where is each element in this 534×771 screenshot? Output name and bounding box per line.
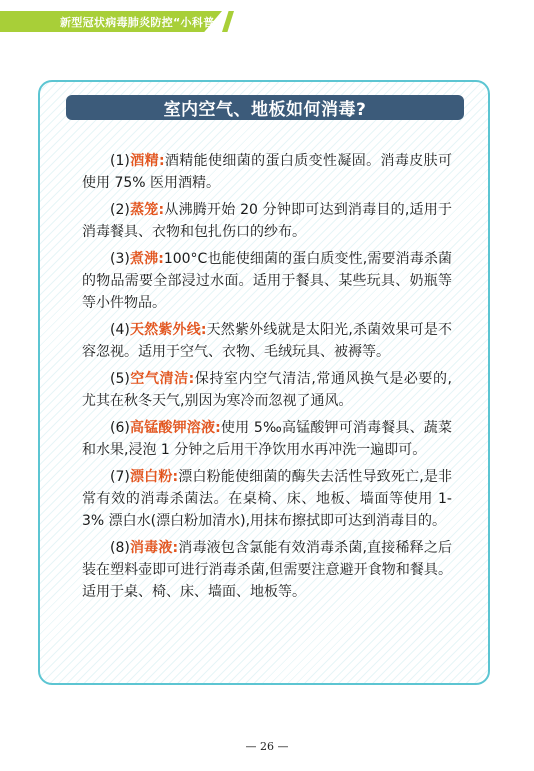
item-text: 从沸腾开始 20 分钟即可达到消毒目的,适用于消毒餐具、衣物和包扎伤口的纱布。 [82, 202, 452, 240]
item-term: 蒸笼: [129, 202, 165, 218]
item-number: (4) [110, 322, 130, 338]
item-number: (5) [110, 371, 130, 387]
header-text: 新型冠状病毒肺炎防控“小科普” [60, 16, 222, 29]
item-term: 消毒液: [129, 540, 179, 556]
item-text: 酒精能使细菌的蛋白质变性凝固。消毒皮肤可使用 75% 医用酒精。 [82, 153, 452, 191]
item-text: 100°C也能使细菌的蛋白质变性,需要消毒杀菌的物品需要全部浸过水面。适用于餐具、某些玩具、奶瓶等等小件物品。 [82, 251, 452, 311]
item-number: (6) [110, 420, 130, 436]
list-item [82, 199, 452, 243]
item-term: 高锰酸钾溶液: [129, 420, 221, 436]
item-text: 天然紫外线就是太阳光,杀菌效果可是不容忽视。适用于空气、衣物、毛绒玩具、被褥等。 [82, 322, 452, 360]
item-number: (7) [110, 469, 130, 485]
item-term: 酒精: [129, 153, 165, 169]
list-item [82, 319, 452, 363]
content-body [82, 150, 452, 608]
page-number: — 26 — [245, 740, 289, 753]
item-number: (1) [110, 153, 130, 169]
list-item [82, 537, 452, 603]
list-item [82, 417, 452, 461]
list-item [82, 466, 452, 532]
list-item [82, 150, 452, 194]
item-number: (2) [110, 202, 130, 218]
page-title: 室内空气、地板如何消毒? [163, 100, 367, 120]
item-term: 空气清洁: [129, 371, 195, 387]
item-term: 煮沸: [129, 251, 164, 267]
item-term: 天然紫外线: [129, 322, 207, 338]
item-number: (3) [110, 251, 130, 267]
item-text: 消毒液包含氯能有效消毒杀菌,直接稀释之后装在塑料壶即可进行消毒杀菌,但需要注意避开食物和餐具。适用于桌、椅、床、墙面、地板等。 [82, 540, 452, 600]
item-term: 漂白粉: [129, 469, 179, 485]
title-bar [66, 95, 464, 120]
item-text: 保持室内空气清洁,常通风换气是必要的,尤其在秋冬天气,别因为寒冷而忽视了通风。 [82, 371, 452, 409]
item-text: 漂白粉能使细菌的酶失去活性导致死亡,是非常有效的消毒杀菌法。在桌椅、床、地板、墙面等使用 1-3% 漂白水(漂白粉加清水),用抹布擦拭即可达到消毒目的。 [82, 469, 452, 529]
list-item [82, 248, 452, 314]
header-stripe [222, 11, 234, 32]
item-number: (8) [110, 540, 130, 556]
list-item [82, 368, 452, 412]
item-text: 使用 5‰高锰酸钾可消毒餐具、蔬菜和水果,浸泡 1 分钟之后用干净饮用水再冲洗一遍即可。 [82, 420, 452, 458]
